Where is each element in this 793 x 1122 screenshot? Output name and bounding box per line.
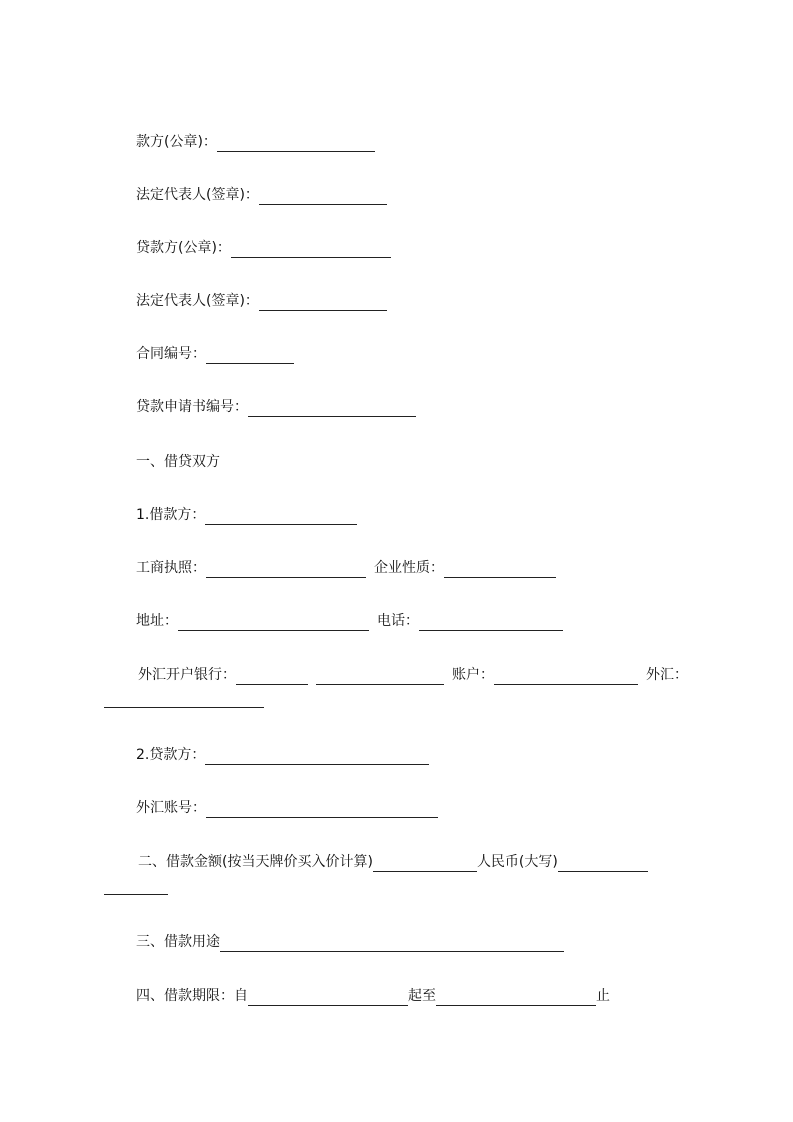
borrower-field[interactable] bbox=[205, 510, 357, 525]
license-field[interactable] bbox=[206, 563, 366, 578]
end-label: 止 bbox=[596, 988, 610, 1004]
lender-row bbox=[136, 745, 429, 765]
section4-heading: 四、借款期限：自 bbox=[136, 988, 248, 1004]
license-label: 工商执照： bbox=[136, 560, 206, 576]
lender-rep-row bbox=[136, 185, 387, 205]
start-date-field[interactable] bbox=[248, 991, 408, 1006]
to-label: 起至 bbox=[408, 988, 436, 1004]
purpose-field[interactable] bbox=[220, 937, 564, 952]
contract-no-row bbox=[136, 344, 294, 364]
borrower-rep-row bbox=[136, 291, 387, 311]
section2-row-cont bbox=[104, 880, 168, 895]
bank-label: 外汇开户银行： bbox=[138, 667, 236, 683]
fx-account-label: 外汇账号： bbox=[136, 800, 206, 816]
account-label: 账户： bbox=[452, 667, 494, 683]
borrower-label: 1.借款方： bbox=[136, 507, 206, 523]
section1-heading-text: 一、借贷双方 bbox=[136, 454, 220, 470]
application-no-label: 贷款申请书编号： bbox=[136, 399, 248, 415]
amount-field[interactable] bbox=[373, 857, 477, 872]
lender-seal-field[interactable] bbox=[217, 137, 375, 152]
phone-label: 电话： bbox=[377, 613, 419, 629]
borrower-seal-field[interactable] bbox=[231, 243, 391, 258]
address-field[interactable] bbox=[178, 616, 369, 631]
rmb-field[interactable] bbox=[558, 857, 648, 872]
section1-heading bbox=[136, 452, 220, 472]
account-field[interactable] bbox=[494, 670, 638, 685]
rmb-field-cont[interactable] bbox=[104, 880, 168, 895]
phone-field[interactable] bbox=[419, 616, 563, 631]
rmb-label: 人民币(大写) bbox=[476, 854, 558, 870]
fx-label: 外汇： bbox=[646, 667, 688, 683]
section3-heading: 三、借款用途 bbox=[136, 934, 220, 950]
license-row bbox=[136, 558, 556, 578]
bank-row bbox=[138, 665, 688, 685]
end-date-field[interactable] bbox=[436, 991, 596, 1006]
section3-row bbox=[136, 932, 564, 952]
section4-row bbox=[136, 986, 610, 1006]
application-no-row bbox=[136, 397, 416, 417]
lender-seal-label: 款方(公章)： bbox=[136, 134, 217, 150]
application-no-field[interactable] bbox=[248, 402, 416, 417]
fx-row-cont bbox=[104, 693, 264, 708]
nature-field[interactable] bbox=[444, 563, 556, 578]
lender-rep-field[interactable] bbox=[259, 190, 387, 205]
fx-account-field[interactable] bbox=[206, 803, 438, 818]
section2-heading: 二、借款金额(按当天牌价买入价计算) bbox=[138, 854, 373, 870]
bank-field-a[interactable] bbox=[236, 670, 308, 685]
address-label: 地址： bbox=[136, 613, 178, 629]
lender-rep-label: 法定代表人(签章)： bbox=[136, 187, 259, 203]
lender-field[interactable] bbox=[205, 750, 429, 765]
section2-row bbox=[138, 852, 648, 872]
borrower-seal-label: 贷款方(公章)： bbox=[136, 240, 231, 256]
nature-label: 企业性质： bbox=[374, 560, 444, 576]
fx-account-row bbox=[136, 798, 438, 818]
borrower-rep-label: 法定代表人(签章)： bbox=[136, 293, 259, 309]
borrower-seal-row bbox=[136, 238, 391, 258]
bank-field-b[interactable] bbox=[316, 670, 444, 685]
lender-label: 2.贷款方： bbox=[136, 747, 206, 763]
address-row bbox=[136, 611, 563, 631]
contract-no-label: 合同编号： bbox=[136, 346, 206, 362]
borrower-rep-field[interactable] bbox=[259, 296, 387, 311]
contract-no-field[interactable] bbox=[206, 349, 294, 364]
fx-field[interactable] bbox=[104, 693, 264, 708]
lender-seal-row bbox=[136, 132, 375, 152]
borrower-row bbox=[136, 505, 357, 525]
